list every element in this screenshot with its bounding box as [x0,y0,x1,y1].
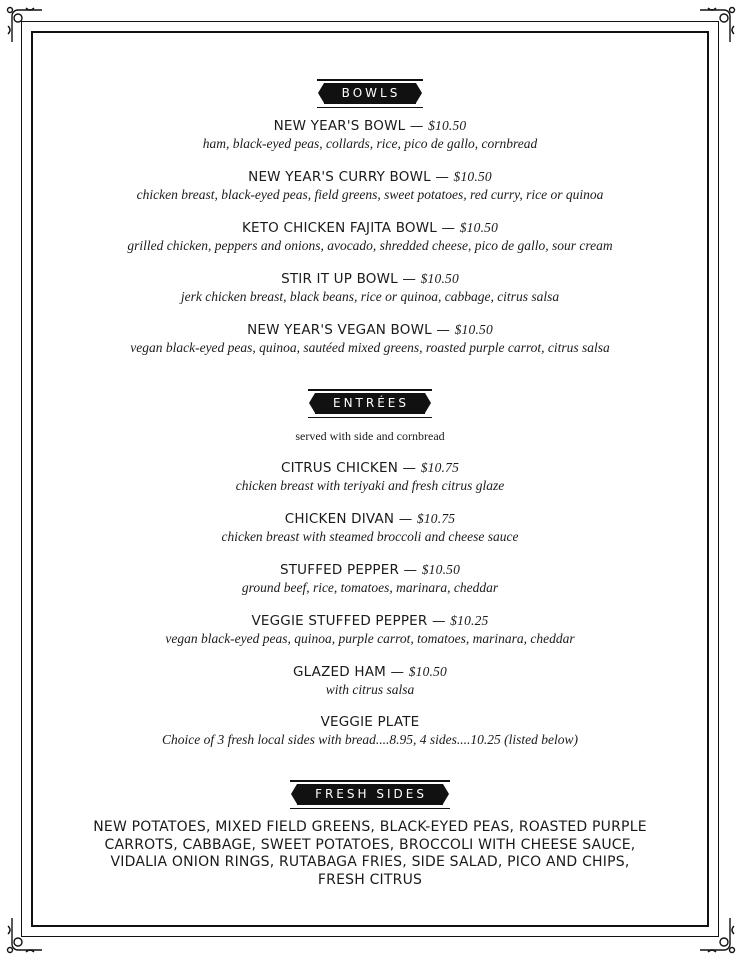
bowls-section-header [31,83,709,104]
item-description: grilled chicken, peppers and onions, avocado, shredded cheese, pico de gallo, sour cream [127,238,613,253]
entrees-section-header [31,393,709,414]
item-name: STUFFED PEPPER [279,562,400,578]
item-price: $10.50 [453,169,492,184]
item-name: CHICKEN DIVAN [284,511,395,527]
item-name: STIR IT UP BOWL [281,271,398,287]
item-name: GLAZED HAM [292,664,386,680]
item-description: vegan black-eyed peas, quinoa, sautéed mixed greens, roasted purple carrot, citrus salsa [130,340,610,355]
item-description: ground beef, rice, tomatoes, marinara, cheddar [241,580,499,595]
item-name: NEW YEAR'S VEGAN BOWL [247,322,432,338]
item-price: $10.50 [408,664,448,679]
entrees-list [31,459,709,748]
menu-item: VEGGIE STUFFED PEPPER — $10.25 vegan black-eyed peas, quinoa, purple carrot, tomatoes, marinara, cheddar [31,612,709,647]
item-name: CITRUS CHICKEN [280,460,399,476]
menu-item: KETO CHICKEN FAJITA BOWL — $10.50 grilled chicken, peppers and onions, avocado, shredded cheese, pico de gallo, sour cream [31,219,709,254]
entrees-note: served with side and cornbread [295,429,445,443]
item-description: with citrus salsa [325,682,415,697]
menu-item: STIR IT UP BOWL — $10.50 jerk chicken breast, black beans, rice or quinoa, cabbage, citrus salsa [31,270,709,305]
item-name: NEW YEAR'S BOWL [273,118,406,134]
menu-item: GLAZED HAM — $10.50 with citrus salsa [31,663,709,698]
item-name: KETO CHICKEN FAJITA BOWL [241,220,438,236]
item-price: $10.50 [420,271,459,286]
item-description: jerk chicken breast, black beans, rice or quinoa, cabbage, citrus salsa [180,289,560,304]
item-name: VEGGIE STUFFED PEPPER [251,613,428,629]
item-name: VEGGIE PLATE [320,714,420,730]
item-price: $10.75 [416,511,456,526]
menu-item: NEW YEAR'S CURRY BOWL — $10.50 chicken breast, black-eyed peas, field greens, sweet potatoes, red curry, rice or quinoa [31,168,709,203]
item-price: $10.25 [450,613,489,628]
item-description: chicken breast with steamed broccoli and cheese sauce [221,529,519,544]
menu-item: NEW YEAR'S VEGAN BOWL — $10.50 vegan black-eyed peas, quinoa, sautéed mixed greens, roasted purple carrot, citrus salsa [31,321,709,356]
item-price: $10.50 [454,322,493,337]
item-description: chicken breast, black-eyed peas, field greens, sweet potatoes, red curry, rice or quinoa [136,187,604,202]
bowls-list [31,117,709,356]
menu-content [31,31,709,889]
item-description: ham, black-eyed peas, collards, rice, pico de gallo, cornbread [202,136,538,151]
item-description: Choice of 3 fresh local sides with bread....8.95, 4 sides....10.25 (listed below) [162,732,578,747]
menu-item [31,714,709,748]
item-price: $10.50 [421,562,461,577]
item-description: chicken breast with teriyaki and fresh citrus glaze [235,478,505,493]
section-title: BOWLS [341,86,401,100]
corner-flourish-icon [698,916,738,956]
corner-flourish-icon [4,916,44,956]
section-title: ENTRÉES [332,396,409,410]
menu-item: CITRUS CHICKEN — $10.75 chicken breast with teriyaki and fresh citrus glaze [31,459,709,494]
menu-item: NEW YEAR'S BOWL — $10.50 ham, black-eyed peas, collards, rice, pico de gallo, cornbread [31,117,709,152]
section-title: FRESH SIDES [315,787,427,801]
item-description: vegan black-eyed peas, quinoa, purple carrot, tomatoes, marinara, cheddar [165,631,575,646]
item-price: $10.50 [459,220,499,235]
item-price: $10.50 [428,118,467,133]
sides-section-header [31,784,709,805]
menu-item: STUFFED PEPPER — $10.50 ground beef, rice, tomatoes, marinara, cheddar [31,561,709,596]
item-name: NEW YEAR'S CURRY BOWL [248,169,431,185]
menu-item: CHICKEN DIVAN — $10.75 chicken breast with steamed broccoli and cheese sauce [31,510,709,545]
fresh-sides-list: NEW POTATOES, MIXED FIELD GREENS, BLACK-EYED PEAS, ROASTED PURPLE CARROTS, CABBAGE, SWEET POTATOES, BROCCOLI WITH CHEESE SAUCE, VIDALIA ONION RINGS, RUTABAGA FRIES, SIDE SALAD, PICO AND CHIPS, FRESH CITRUS [93,819,647,888]
item-price: $10.75 [420,460,460,475]
